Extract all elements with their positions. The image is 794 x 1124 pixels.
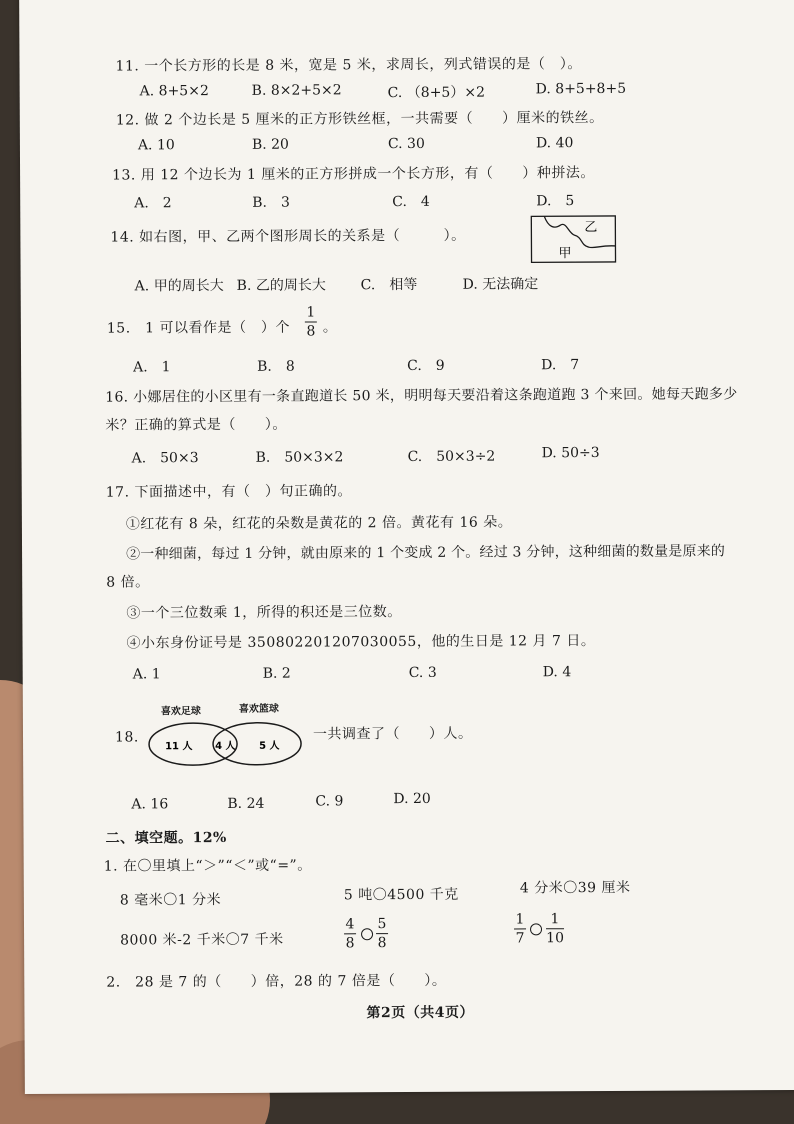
q12-option-a: A. 10 bbox=[137, 137, 175, 154]
q14-option-c: C. 相等 bbox=[360, 276, 418, 294]
q16-text-line1: 16. 小娜居住的小区里有一条直跑道长 50 米，明明每天要沿着这条跑道跑 3 个来回。她每天跑多少 bbox=[105, 386, 738, 406]
q14-figure bbox=[530, 215, 616, 263]
exam-page bbox=[19, 0, 794, 1094]
q17-statement-2-cont: 8 倍。 bbox=[106, 574, 150, 591]
q14-figure-curve bbox=[544, 216, 615, 248]
q17-option-d: D. 4 bbox=[542, 664, 572, 681]
compare-circle[interactable] bbox=[530, 923, 542, 935]
fill-q1-compare-1: 8 毫米〇1 分米 bbox=[119, 891, 222, 909]
fraction-bar bbox=[514, 928, 526, 929]
venn-right-count: 5 人 bbox=[259, 740, 280, 752]
q15-option-c: C. 9 bbox=[407, 357, 445, 375]
section-2-title: 二、填空题。12% bbox=[105, 829, 227, 847]
q16-option-a: A. 50×3 bbox=[131, 450, 199, 467]
q11-option-d: D. 8+5+8+5 bbox=[535, 80, 627, 98]
venn-diagram bbox=[147, 719, 303, 770]
q18-option-b: B. 24 bbox=[227, 795, 265, 812]
q17-option-a: A. 1 bbox=[132, 666, 161, 683]
q15-fraction bbox=[305, 304, 317, 339]
q16-option-b: B. 50×3×2 bbox=[255, 449, 344, 466]
q18-option-c: C. 9 bbox=[315, 793, 344, 810]
q16-option-d: D. 50÷3 bbox=[541, 445, 600, 462]
q13-option-d: D. 5 bbox=[536, 193, 575, 210]
fill-q1-frac-1-7 bbox=[514, 911, 526, 946]
q13-option-b: B. 3 bbox=[252, 194, 290, 211]
q13-option-a: A. 2 bbox=[134, 195, 172, 212]
q17-statement-2: ②一种细菌，每过 1 分钟，就由原来的 1 个变成 2 个。经过 3 分钟，这种细菌的数量是原来的 bbox=[126, 543, 726, 563]
q11-option-c: C. （8+5）×2 bbox=[387, 84, 485, 102]
q16-option-c: C. 50×3÷2 bbox=[407, 448, 496, 466]
q11-text: 11. 一个长方形的长是 8 米，宽是 5 米，求周长，列式错误的是（ ）。 bbox=[115, 56, 582, 75]
q18-option-a: A. 16 bbox=[131, 796, 169, 813]
q15-suffix: 。 bbox=[322, 319, 338, 336]
q15-option-a: A. 1 bbox=[133, 359, 171, 376]
q13-text: 13. 用 12 个边长为 1 厘米的正方形拼成一个长方形，有（ ）种拼法。 bbox=[112, 165, 595, 184]
q15-denominator: 8 bbox=[306, 323, 316, 340]
q17-statement-4: ④小东身份证号是 350802201207030055，他的生日是 12 月 7 日。 bbox=[126, 633, 596, 652]
numerator: 5 bbox=[377, 916, 387, 933]
fraction-bar bbox=[305, 321, 317, 322]
q17-text: 17. 下面描述中，有（ ）句正确的。 bbox=[105, 483, 352, 501]
q13-option-c: C. 4 bbox=[392, 193, 430, 211]
q15-numerator: 1 bbox=[306, 304, 316, 321]
q14-option-a: A. 甲的周长大 bbox=[134, 277, 224, 295]
q18-option-d: D. 20 bbox=[393, 790, 431, 808]
q18-text: 一共调查了（ ）人。 bbox=[312, 725, 473, 743]
venn-left-count: 11 人 bbox=[165, 741, 193, 753]
venn-label-basketball: 喜欢篮球 bbox=[238, 703, 279, 715]
q17-option-b: B. 2 bbox=[262, 665, 291, 682]
denominator: 10 bbox=[546, 930, 565, 947]
denominator: 7 bbox=[515, 930, 525, 947]
q14-label-yi: 乙 bbox=[584, 220, 598, 236]
q12-option-b: B. 20 bbox=[251, 136, 289, 153]
fill-q1-frac-5-8 bbox=[376, 916, 388, 951]
q12-option-d: D. 40 bbox=[535, 135, 574, 152]
denominator: 8 bbox=[345, 935, 355, 952]
q15-text: 15. 1 可以看作是（ ）个 bbox=[106, 319, 291, 337]
q16-text-line2: 米？正确的算式是（ ）。 bbox=[105, 416, 287, 434]
q18-number: 18. bbox=[114, 729, 139, 746]
q14-option-b: B. 乙的周长大 bbox=[236, 277, 326, 294]
fill-q1-compare-2: 5 吨〇4500 千克 bbox=[343, 886, 459, 904]
fraction-bar bbox=[344, 933, 356, 934]
q17-option-c: C. 3 bbox=[408, 664, 437, 682]
q15-option-d: D. 7 bbox=[541, 357, 580, 374]
q11-option-b: B. 8×2+5×2 bbox=[251, 82, 342, 99]
q15-option-b: B. 8 bbox=[257, 358, 295, 375]
q17-statement-1: ①红花有 8 朵，红花的朵数是黄花的 2 倍。黄花有 16 朵。 bbox=[125, 514, 513, 533]
fill-q1-frac-1-10 bbox=[546, 911, 564, 946]
compare-circle[interactable] bbox=[361, 928, 373, 940]
q14-figure-border bbox=[531, 216, 615, 262]
numerator: 1 bbox=[550, 911, 560, 928]
q14-option-d: D. 无法确定 bbox=[462, 276, 539, 293]
denominator: 8 bbox=[377, 935, 387, 952]
fill-q1-text: 1. 在〇里填上“＞”“＜”或“=”。 bbox=[103, 857, 312, 875]
fraction-bar bbox=[376, 933, 388, 934]
q12-option-c: C. 30 bbox=[387, 135, 425, 153]
fraction-bar bbox=[546, 928, 564, 929]
q14-label-jia: 甲 bbox=[558, 246, 572, 262]
page-footer: 第2页（共4页） bbox=[366, 1004, 474, 1022]
fill-q1-compare-4: 8000 米-2 千米〇7 千米 bbox=[120, 931, 284, 949]
numerator: 1 bbox=[515, 911, 525, 928]
q17-statement-3: ③一个三位数乘 1，所得的积还是三位数。 bbox=[126, 604, 402, 622]
fill-q1-compare-3: 4 分米〇39 厘米 bbox=[519, 879, 631, 897]
q12-text: 12. 做 2 个边长是 5 厘米的正方形铁丝框，一共需要（ ）厘米的铁丝。 bbox=[115, 109, 604, 129]
venn-label-football: 喜欢足球 bbox=[160, 706, 201, 718]
q11-option-a: A. 8+5×2 bbox=[139, 83, 209, 100]
fill-q1-frac-4-8 bbox=[344, 916, 356, 951]
venn-overlap-count: 4 人 bbox=[215, 740, 236, 753]
numerator: 4 bbox=[345, 916, 355, 933]
q14-text: 14. 如右图，甲、乙两个图形周长的关系是（ ）。 bbox=[110, 227, 466, 246]
fill-q2-text: 2. 28 是 7 的（ ）倍，28 的 7 倍是（ ）。 bbox=[106, 972, 447, 991]
